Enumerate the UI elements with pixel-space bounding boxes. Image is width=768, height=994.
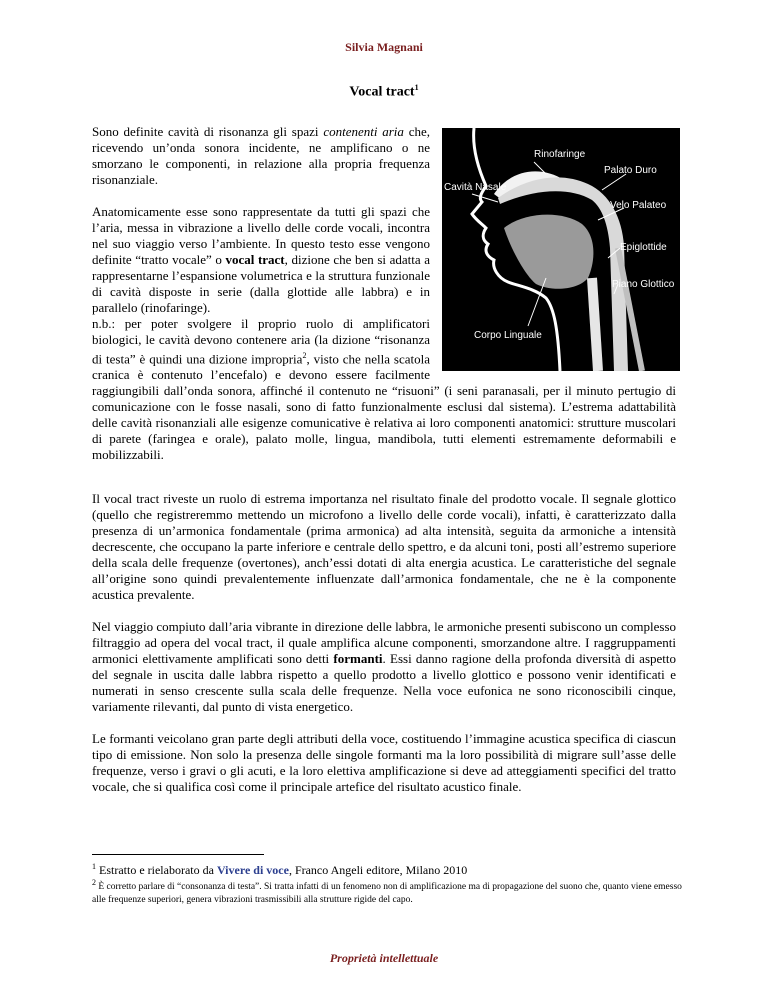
title-text: Vocal tract	[349, 84, 415, 100]
label-cavita-nasale: Cavità Nasale	[444, 182, 507, 193]
label-velo-palateo: Velo Palateo	[610, 200, 667, 211]
label-corpo-linguale: Corpo Linguale	[474, 330, 542, 341]
vocal-tract-figure	[442, 128, 680, 371]
footnote-separator	[92, 854, 264, 855]
document-body	[92, 124, 676, 811]
footnote-2: $^2$ È corretto parlare di “consonanza di testa”. Si tratta infatti di un fenomeno non di amplificazione ma di propagazione del suono che, quanto viene emesso alle frequenze superiori, genera vibrazioni trasmissibili alla strutture rigide del capo.	[92, 878, 682, 906]
footnote-ref-2[interactable]: 2	[302, 351, 307, 360]
paragraph-3: Il vocal tract riveste un ruolo di estrema importanza nel risultato finale del prodotto vocale. Il segnale glottico (quello che registreremmo mettendo un microfono a livello delle corde vocali), infatti, è caratterizzato dalla presenza di un’armonica fondamentale (prima armonica) ad alta intensità, seguita da armoniche a intensità decrescente, che occupano la parte inferiore e centrale dello spettro, e da alcuni toni, posti all’estremo superiore della scala delle frequenze (overtones), anch’essi dotati di alta energia acustica. Le caratteristiche del segnale all’origine sono quindi prevalentemente influenzate dall’armonica fondamentale, che ne è la componente acustica prevalente.	[92, 491, 676, 603]
paragraph-1: Sono definite cavità di risonanza gli spazi contenenti aria che, ricevendo un’onda sonora incidente, ne amplificano o ne smorzano le componenti, in relazione alla propria frequenza risonanziale.	[92, 124, 430, 187]
label-piano-glottico: Piano Glottico	[612, 279, 675, 290]
paragraph-5: Le formanti veicolano gran parte degli attributi della voce, costituendo l’immagine acustica specifica di ciascun tipo di emissione. Non solo la presenza delle singole formanti ma la loro possibilità di migrare sull’asse delle frequenze, verso i gravi o gli acuti, e la loro elettiva amplificazione si deve ad atteggiamenti specifici del tratto vocale, che si qualifica così come il principale artefice del risultato acustico finale.	[92, 731, 676, 795]
vocal-tract-diagram	[442, 128, 680, 371]
page-header-author: Silvia Magnani	[345, 40, 423, 54]
label-rinofaringe: Rinofaringe	[534, 149, 586, 160]
paragraph-2: Anatomicamente esse sono rappresentate da tutti gli spazi che l’aria, messa in vibrazione a livello delle corde vocali, incontra nel suo viaggio verso l’ambiente. In questo testo esse vengono definite “tratto vocale” o vocal tract, dizione che ben si adatta a rappresentarne l’espansione volumetrica e la struttura funzionale di cavità disposte in serie (dalla glottide alle labbra) e in parallelo (rinofaringe). n.b.: per poter svolgere il proprio ruolo di amplificatori biologici, le cavità devono contenere aria (la dizione “risonanza di testa” è quindi una dizione impropria$^2$, visto che nella scatola cranica è contenuto l’encefalo) e devono essere facilmente raggiungibili dall’onda sonora, affinché il contenuto ne “risuoni” (i seni paranasali, per il minuto pertugio di comunicazione con le fosse nasali, sono di fatto funzionalmente esclusi dal sistema). L’estrema adattabilità delle cavità risonanziali alle esigenze comunicative è relativa ai loro componenti anatomici: strutture muscolari di parete (faringea e orale), palato molle, lingua, mandibola, tutti elementi estremamente deformabili e mobilizzabili.	[92, 204, 676, 463]
label-palato-duro: Palato Duro	[604, 165, 657, 176]
paragraph-4: Nel viaggio compiuto dall’aria vibrante in direzione delle labbra, le armoniche presenti subiscono un complesso filtraggio ad opera del vocal tract, il quale amplifica alcune componenti, smorzandone altre. I raggruppamenti armonici elettivamente amplificati sono detti formanti. Essi danno ragione della profonda diversità di aspetto del segnale in uscita dalle labbra rispetto a quello prodotto a livello glottico e possono venir identificati e numerati in senso crescente sulla scala delle frequenze. Nella voce eufonica ne sono riconoscibili cinque, variamente rilevanti, dal punto di vista energetico.	[92, 619, 677, 715]
footnote-ref-1[interactable]: 1	[414, 83, 419, 92]
page-footer: Proprietà intellettuale	[329, 951, 439, 965]
label-epiglottide: Epiglottide	[620, 242, 667, 253]
page-title	[0, 83, 768, 101]
footnote-1: $^1$ Estratto e rielaborato da Vivere di voce, Franco Angeli editore, Milano 2010	[92, 862, 468, 877]
